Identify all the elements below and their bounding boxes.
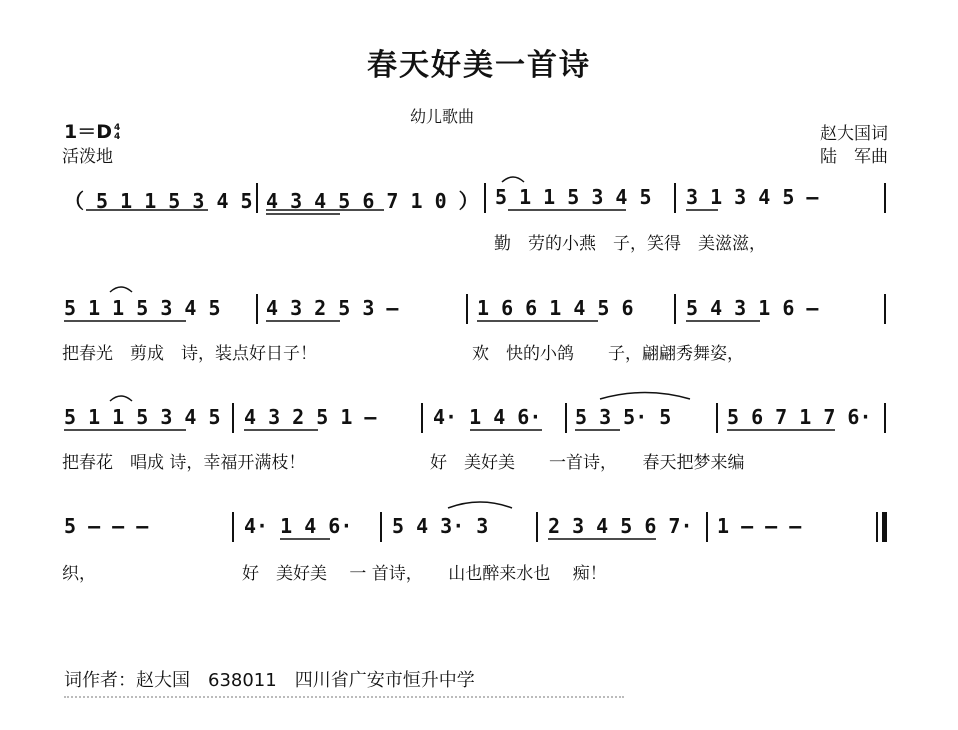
- measure-3: 5 1 1 5 3 4 5: [64, 296, 221, 320]
- measure-4: 4 3 2 5 3 —: [266, 296, 399, 320]
- lyrics-line-3a: 把春花 唱成 诗，幸福开满枝！: [62, 453, 306, 473]
- measure-10: 5 3 5· 5: [575, 405, 672, 429]
- measure-intro-1: （ 5 1 1 5 3 4 5: [64, 189, 253, 213]
- footer-credit: 词作者：赵大国 638011 四川省广安市恒升中学: [64, 670, 475, 691]
- key-label: 1＝D: [64, 121, 112, 143]
- lyrics-line-1: 勤 劳的小燕 子，笑得 美滋滋，: [494, 234, 766, 254]
- measure-7: 5 1 1 5 3 4 5: [64, 405, 221, 429]
- measure-5: 1 6 6 1 4 5 6: [477, 296, 634, 320]
- lyrics-line-3b: 好 美好美 一首诗， 春天把梦来编: [430, 453, 745, 473]
- measure-13: 4· 1 4 6·: [244, 514, 353, 538]
- measure-11: 5 6 7 1 7 6·: [727, 405, 872, 429]
- measure-intro-2: 4 3 4 5 6 7 1 0 ）: [266, 189, 479, 213]
- slur: [110, 287, 132, 292]
- lyrics-line-4b: 好 美好美 一 首诗， 山也醉来水也 痴！: [242, 564, 607, 584]
- tie: [600, 393, 690, 400]
- time-sig-top: 4: [114, 122, 121, 133]
- measure-1: 5 1 1 5 3 4 5: [495, 185, 652, 209]
- measure-15: 2 3 4 5 6 7·: [548, 514, 693, 538]
- lyrics-line-2a: 把春光 剪成 诗，装点好日子！: [62, 344, 317, 364]
- measure-16: 1 — — —: [717, 514, 802, 538]
- measure-8: 4 3 2 5 1 —: [244, 405, 377, 429]
- slur: [110, 396, 132, 401]
- lyrics-line-4a: 织，: [62, 564, 96, 584]
- lyrics-line-2b: 欢 快的小鸽 子，翩翩秀舞姿，: [472, 344, 744, 364]
- cropped-footer-line: [64, 690, 624, 702]
- slur: [502, 177, 524, 182]
- measure-14: 5 4 3· 3: [392, 514, 489, 538]
- composer-credit: 陆 军曲: [820, 147, 888, 167]
- lyricist-credit: 赵大国词: [820, 124, 888, 144]
- measure-2: 3 1 3 4 5 —: [686, 185, 819, 209]
- song-subtitle: 幼儿歌曲: [410, 107, 475, 126]
- time-sig-bottom: 4: [114, 131, 121, 142]
- measure-12: 5 — — —: [64, 514, 149, 538]
- song-title: 春天好美一首诗: [367, 48, 591, 83]
- tie: [448, 502, 512, 508]
- measure-9: 4· 1 4 6·: [433, 405, 542, 429]
- measure-6: 5 4 3 1 6 —: [686, 296, 819, 320]
- tempo-marking: 活泼地: [62, 147, 113, 167]
